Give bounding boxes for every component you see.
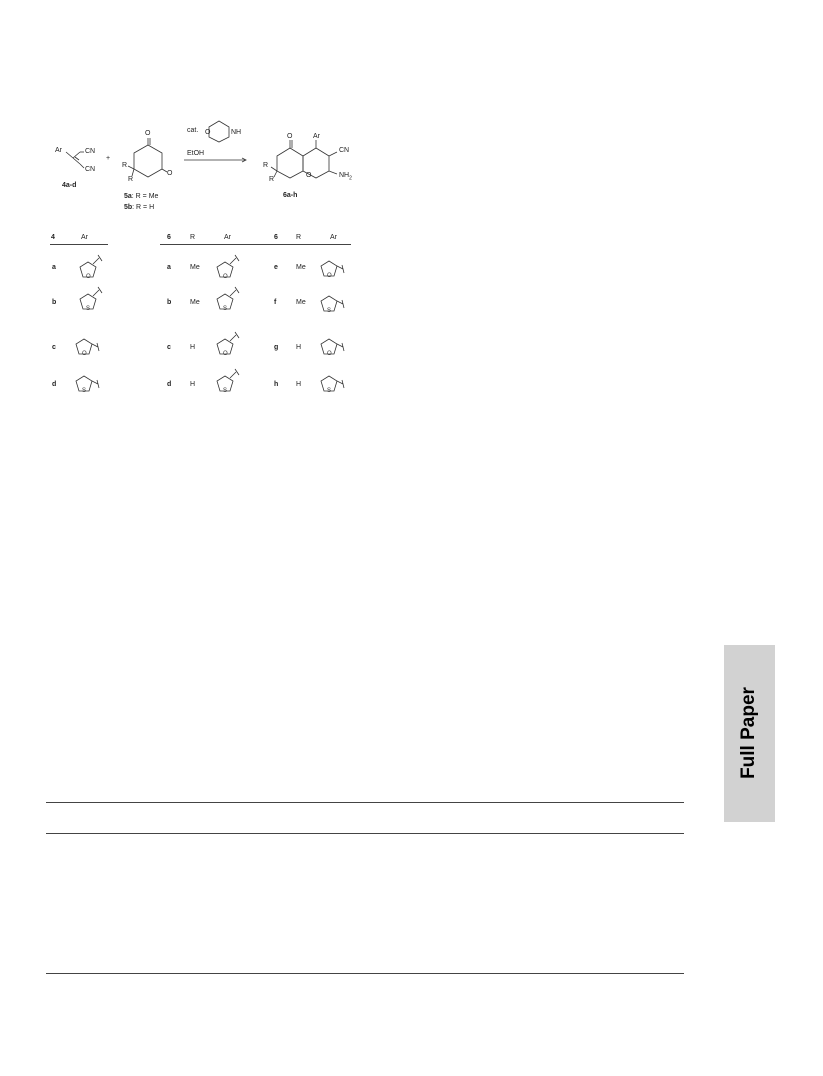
right-ring-c-icon	[217, 332, 239, 354]
right-ring-a-heteroatom: O	[223, 274, 228, 280]
dione-5a-id: 5a	[124, 193, 132, 200]
product-ring-o: O	[306, 172, 312, 179]
right-ring-f-heteroatom: S	[327, 308, 332, 314]
table-left-row-c-id: c	[52, 344, 56, 351]
right-ring-d-icon	[217, 369, 239, 391]
table-right-row-c-r: H	[190, 344, 196, 351]
solvent-label: EtOH	[187, 150, 205, 157]
product-o-top: O	[287, 133, 293, 140]
table-left-row-a-id: a	[52, 264, 56, 271]
table-right-row-h-r: H	[296, 381, 302, 388]
table-right-header-compound-1: 6	[167, 234, 171, 241]
table-left-row-d-id: d	[52, 381, 57, 388]
left-ring-c-icon	[76, 339, 99, 354]
left-ring-d-icon	[76, 376, 99, 391]
dione-5b-line	[124, 204, 154, 212]
right-ring-b-icon	[217, 287, 239, 309]
product-id: 6a-h	[283, 192, 298, 199]
right-ring-c-heteroatom: O	[223, 351, 228, 357]
table-right-header-r-2: R	[296, 234, 302, 241]
right-ring-h-icon	[321, 376, 344, 391]
left-ring-a-icon	[80, 255, 102, 277]
reaction-scheme	[0, 0, 823, 230]
plus-sign: +	[106, 155, 111, 162]
table-right-row-d-r: H	[190, 381, 196, 388]
product-r-left: R	[263, 162, 269, 169]
left-ring-d-heteroatom: S	[82, 388, 87, 394]
table-right-row-f-r: Me	[296, 299, 306, 306]
catalyst-label: cat.	[187, 127, 199, 134]
right-ring-g-heteroatom: O	[327, 351, 332, 357]
table-right-row-f-id: f	[274, 299, 277, 306]
right-ring-e-icon	[321, 261, 344, 276]
dione-r-left: R	[122, 162, 128, 169]
table-header-rule	[46, 833, 684, 834]
table-left-header-compound: 4	[51, 234, 55, 241]
table-right-row-b-id: b	[167, 299, 172, 306]
table-right-row-a-r: Me	[190, 264, 200, 271]
product-nh2-text: NH	[339, 172, 350, 179]
table-right-row-h-id: h	[274, 381, 279, 388]
table-right-header-compound-2: 6	[274, 234, 278, 241]
product-nh2-sub: 2	[349, 175, 352, 182]
right-ring-a-icon	[217, 255, 239, 277]
dione-5b-def: : R = H	[132, 204, 155, 211]
left-ring-b-heteroatom: S	[86, 306, 91, 312]
table-right-row-g-r: H	[296, 344, 302, 351]
right-ring-b-heteroatom: S	[223, 306, 228, 312]
dione-o-right: O	[167, 170, 173, 177]
dione-5a-line	[124, 193, 158, 201]
right-ring-e-heteroatom: O	[327, 273, 332, 279]
morpholine-o: O	[205, 129, 211, 136]
reactant-cn-bottom: CN	[85, 166, 96, 173]
table-right-header-r-1: R	[190, 234, 196, 241]
table-right-row-g-id: g	[274, 344, 279, 351]
product-ar: Ar	[313, 133, 320, 140]
table-top-rule	[46, 802, 684, 803]
right-ring-f-icon	[321, 296, 344, 311]
table-right-row-d-id: d	[167, 381, 172, 388]
table-left-header-ar: Ar	[81, 234, 88, 241]
product-nh2	[339, 172, 352, 182]
table-right-row-c-id: c	[167, 344, 171, 351]
table-right-row-b-r: Me	[190, 299, 200, 306]
left-ring-a-heteroatom: O	[86, 274, 91, 280]
product-cn: CN	[339, 147, 350, 154]
reactant-ar-label: Ar	[55, 147, 62, 154]
heteroaryl-structures	[0, 240, 380, 410]
left-ring-c-heteroatom: O	[82, 351, 87, 357]
dione-r-bottom: R	[128, 176, 134, 183]
section-side-tab	[724, 645, 775, 822]
reactant-cn-top: CN	[85, 148, 96, 155]
morpholine-nh: NH	[231, 129, 242, 136]
right-ring-h-heteroatom: S	[327, 388, 332, 394]
table-right-header-ar-2: Ar	[330, 234, 337, 241]
table-right-row-a-id: a	[167, 264, 171, 271]
right-ring-g-icon	[321, 339, 344, 354]
table-right-row-e-id: e	[274, 264, 278, 271]
left-ring-b-icon	[80, 287, 102, 309]
dione-5a-def: : R = Me	[131, 193, 159, 200]
table-right-row-e-r: Me	[296, 264, 306, 271]
dione-o-top: O	[145, 130, 151, 137]
product-r-bottom: R	[269, 176, 275, 183]
table-right-header-ar-1: Ar	[224, 234, 231, 241]
table-left-row-b-id: b	[52, 299, 57, 306]
dione-5b-id: 5b	[124, 204, 133, 211]
side-tab-label: Full Paper	[738, 687, 759, 779]
reactant-id: 4a-d	[62, 182, 77, 189]
right-ring-d-heteroatom: S	[223, 388, 228, 394]
table-bottom-rule	[46, 973, 684, 974]
